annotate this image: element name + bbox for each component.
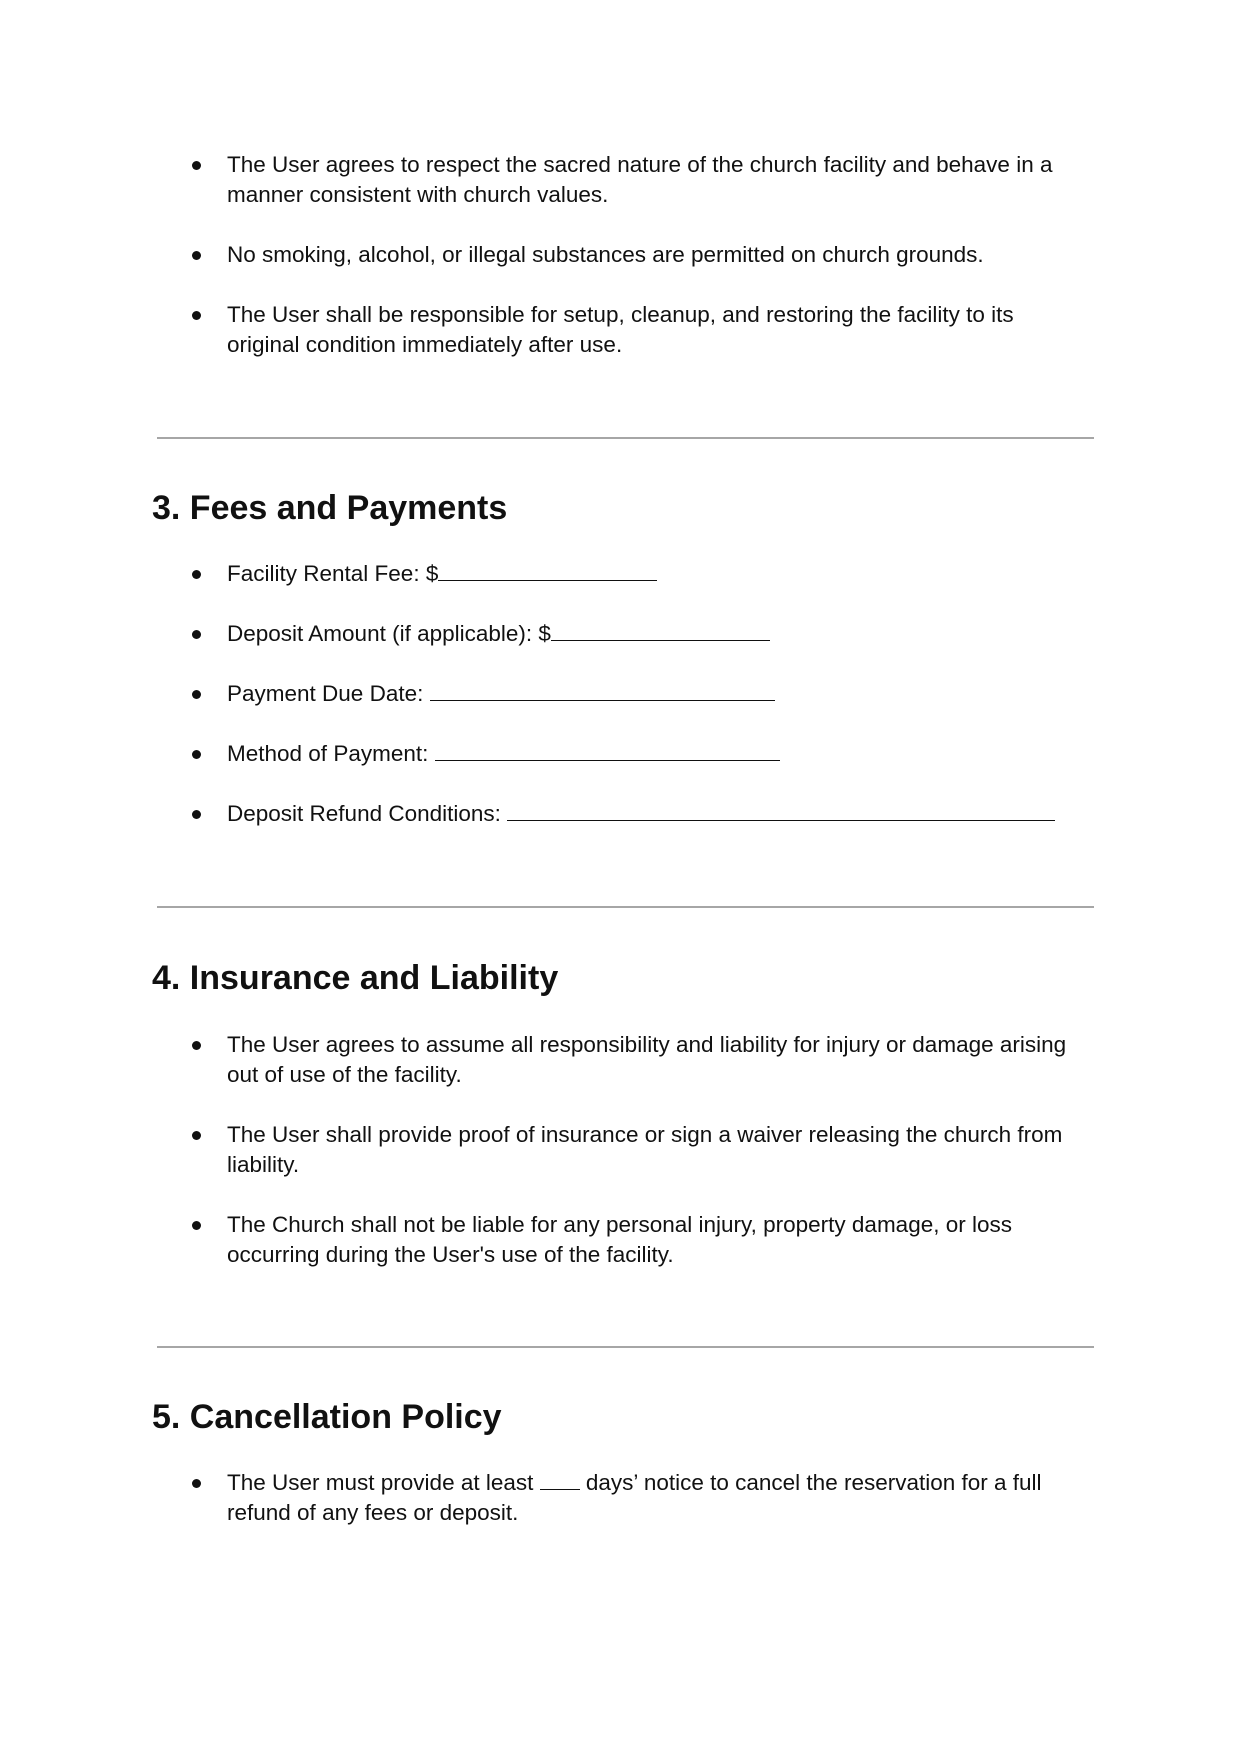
field-label: Deposit Refund Conditions: <box>227 801 508 826</box>
fees-list <box>0 559 1242 829</box>
field-label: Method of Payment: <box>227 741 435 766</box>
list-item: The Church shall not be liable for any personal injury, property damage, or loss occurring during the User's use of the facility. <box>0 1210 1242 1270</box>
field-label: Facility Rental Fee: $ <box>227 561 439 586</box>
field-label: Deposit Amount (if applicable): $ <box>227 621 551 646</box>
list-item-payment-method <box>0 739 1242 769</box>
refund-conditions-blank <box>507 800 1055 821</box>
rental-fee-blank <box>438 560 657 581</box>
list-item: The User agrees to respect the sacred nature of the church facility and behave in a manner consistent with church values. <box>0 150 1242 210</box>
list-item: The User shall be responsible for setup, cleanup, and restoring the facility to its original condition immediately after use. <box>0 300 1242 360</box>
section-heading-cancellation: 5. Cancellation Policy <box>152 1398 502 1436</box>
section-divider <box>157 1346 1094 1348</box>
field-label: Payment Due Date: <box>227 681 430 706</box>
section-divider <box>157 437 1094 439</box>
cancellation-list <box>0 1468 1242 1528</box>
list-item-text-after: days’ notice to cancel the reservation for a full refund of any fees or deposit. <box>227 1470 1042 1525</box>
section-heading-insurance: 4. Insurance and Liability <box>152 959 559 997</box>
payment-due-date-blank <box>430 680 775 701</box>
payment-method-blank <box>435 740 780 761</box>
list-item: No smoking, alcohol, or illegal substances are permitted on church grounds. <box>0 240 1242 270</box>
section2-tail-list <box>0 150 1242 360</box>
list-item <box>0 1468 1242 1528</box>
deposit-amount-blank <box>551 620 770 641</box>
list-item-rental-fee <box>0 559 1242 589</box>
list-item: The User agrees to assume all responsibility and liability for injury or damage arising out of use of the facility. <box>0 1030 1242 1090</box>
list-item-deposit-amount <box>0 619 1242 649</box>
list-item-payment-due-date <box>0 679 1242 709</box>
section-divider <box>157 906 1094 908</box>
section-heading-fees: 3. Fees and Payments <box>152 489 508 527</box>
notice-days-blank <box>540 1469 580 1490</box>
list-item-refund-conditions <box>0 799 1242 829</box>
list-item-text-before: The User must provide at least <box>227 1470 540 1495</box>
insurance-list <box>0 1030 1242 1270</box>
list-item: The User shall provide proof of insurance or sign a waiver releasing the church from liability. <box>0 1120 1242 1180</box>
